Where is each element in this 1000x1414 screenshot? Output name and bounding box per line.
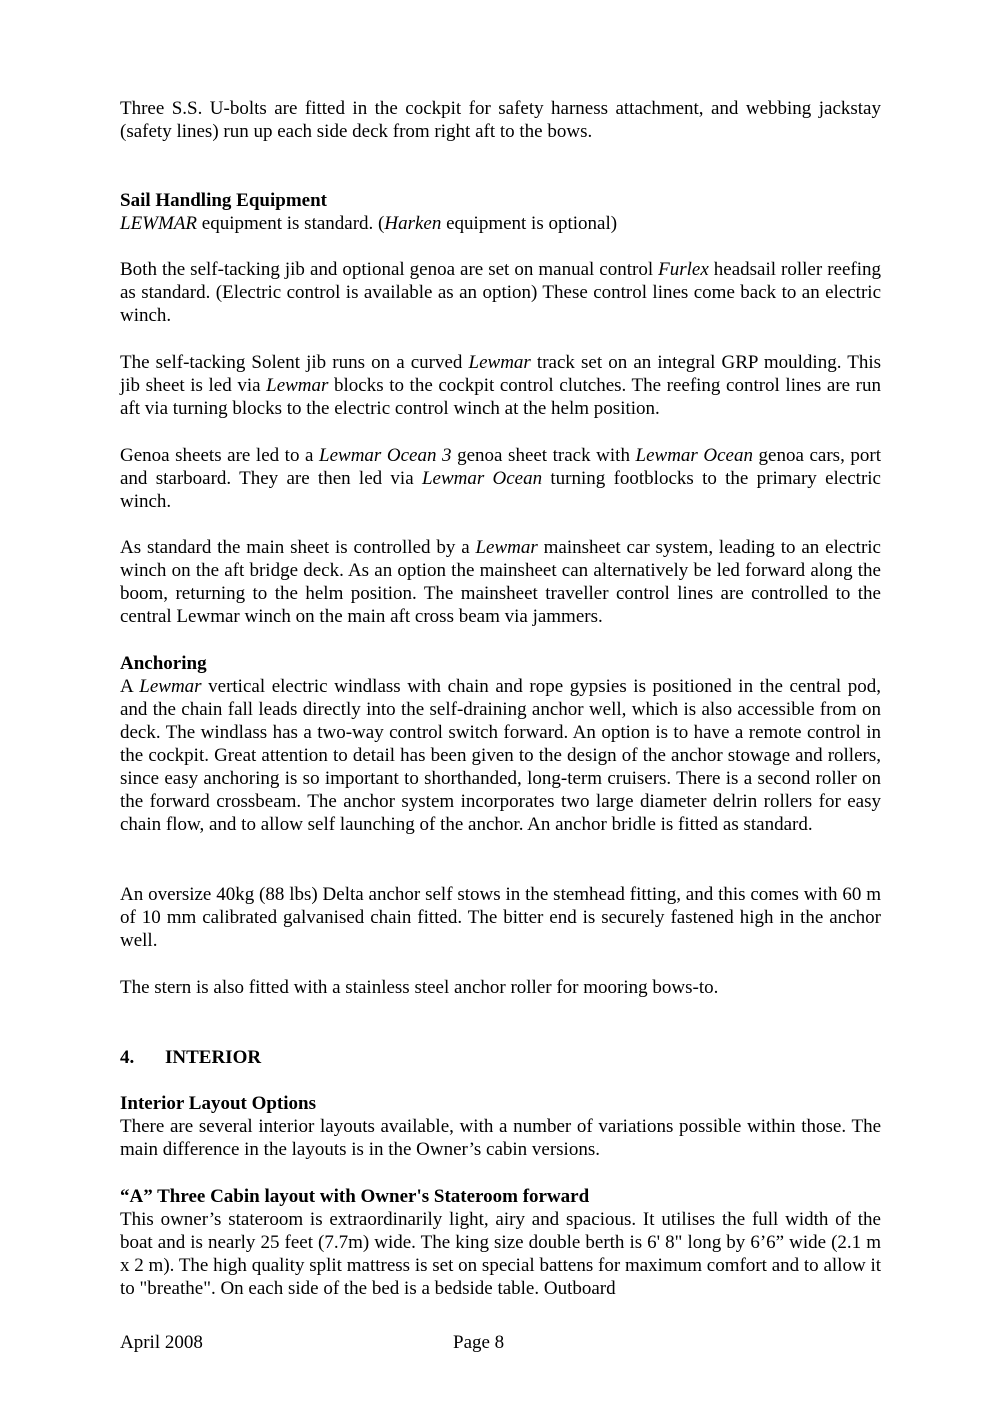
text-run: Both the self-tacking jib and optional genoa are set on manual control — [120, 259, 659, 280]
text-run: Genoa sheets are led to a — [120, 445, 320, 466]
italic-term: LEWMAR — [120, 213, 198, 234]
heading-anchoring: Anchoring — [120, 653, 207, 674]
text-run: Three S.S. U-bolts are fitted in the cockpit for safety harness attachment, and webbing jackstay (safety lines) run up each side deck from right aft to the bows. — [120, 98, 881, 142]
text-run: The self-tacking Solent jib runs on a curved — [120, 352, 469, 373]
text-run: blocks to the cockpit control clutches. The reefing control lines are run aft via turning blocks to the electric control winch at the helm position. — [120, 375, 881, 419]
section-title: INTERIOR — [165, 1047, 262, 1068]
italic-term: Lewmar — [266, 375, 329, 396]
text-run: There are several interior layouts available, with a number of variations possible within those. The main difference in the layouts is in the Owner’s cabin versions. — [120, 1116, 881, 1160]
text-run: turning footblocks to the primary electric winch. — [120, 468, 881, 512]
italic-term: Lewmar — [468, 352, 531, 373]
paragraph-owner-stateroom — [120, 1209, 881, 1299]
sail-handling-block — [120, 189, 881, 235]
italic-term: Lewmar Ocean — [421, 468, 543, 489]
paragraph-genoa-sheets — [120, 444, 881, 513]
paragraph-anchoring — [120, 676, 881, 835]
text-run: An oversize 40kg (88 lbs) Delta anchor self stows in the stemhead fitting, and this comes with 60 m of 10 mm calibrated galvanised chain fitted. The bitter end is securely fastened high in the anchor well. — [120, 884, 881, 951]
footer-date: April 2008 — [120, 1332, 203, 1353]
paragraph-solent-jib — [120, 351, 881, 420]
interior-layout-block — [120, 1092, 881, 1161]
text-run: headsail roller reefing as standard. (Electric control is available as an option) These control lines come back to an electric winch. — [120, 259, 882, 326]
text-run: The stern is also fitted with a stainless steel anchor roller for mooring bows-to. — [120, 977, 719, 998]
section-heading-interior — [120, 1046, 261, 1069]
italic-term: Furlex — [658, 259, 709, 280]
italic-term: Lewmar Ocean 3 — [319, 445, 452, 466]
paragraph-mainsheet — [120, 536, 881, 628]
text-run: equipment is standard. ( — [197, 213, 385, 234]
text-run: This owner’s stateroom is extraordinarily light, airy and spacious. It utilises the full width of the boat and is nearly 25 feet (7.7m) wide. The king size double berth is 6' 8" long by 6’6” wide (2.1 m x 2 m). The high quality split mattress is set on special battens for maximum comfort and to allow it to "breathe". On each side of the bed is a bedside table. Outboard — [120, 1209, 881, 1299]
text-run: As standard the main sheet is controlled by a — [120, 537, 476, 558]
text-run: genoa sheet track with — [451, 445, 636, 466]
text-run: A — [120, 676, 140, 697]
italic-term: Harken — [384, 213, 442, 234]
text-run: vertical electric windlass with chain and rope gypsies is positioned in the central pod, and the chain fall leads directly into the self-draining anchor well, which is also accessible from on deck. The windlass has a two-way control switch forward. An option is to have a remote control in the cockpit. Great attention to detail has been given to the design of the anchor stowage and rollers, since easy anchoring is so important to shorthanded, long-term cruisers. There is a second roller on the forward crossbeam. The anchor system incorporates two large diameter delrin rollers for easy chain flow, and to allow self launching of the anchor. An anchor bridle is fitted as standard. — [120, 676, 881, 835]
paragraph-furlex — [120, 258, 881, 327]
heading-sail-handling: Sail Handling Equipment — [120, 190, 327, 211]
paragraph-interior-layouts — [120, 1116, 881, 1160]
italic-term: Lewmar — [475, 537, 538, 558]
text-run: mainsheet car system, leading to an electric winch on the aft bridge deck. As an option the mainsheet can alternatively be led forward along the boom, returning to the helm position. The mainsheet traveller control lines are controlled to the central Lewmar winch on the main aft cross beam via jammers. — [120, 537, 881, 627]
italic-term: Lewmar — [139, 676, 202, 697]
paragraph-lewmar-standard — [120, 213, 617, 234]
section-number: 4. — [120, 1047, 135, 1068]
footer-page-number: Page 8 — [453, 1332, 505, 1353]
text-run: genoa cars, port and starboard. They are then led via — [120, 445, 881, 489]
paragraph-stern-roller — [120, 976, 881, 999]
heading-interior-layout-options: Interior Layout Options — [120, 1093, 317, 1114]
heading-three-cabin-layout: “A” Three Cabin layout with Owner's Stateroom forward — [120, 1186, 590, 1207]
paragraph-safety-harness — [120, 97, 881, 143]
anchoring-block — [120, 652, 881, 836]
italic-term: Lewmar Ocean — [635, 445, 753, 466]
owner-stateroom-block — [120, 1185, 881, 1300]
paragraph-delta-anchor — [120, 883, 881, 952]
text-run: equipment is optional) — [441, 213, 618, 234]
text-run: track set on an integral GRP moulding. This jib sheet is led via — [120, 352, 881, 396]
